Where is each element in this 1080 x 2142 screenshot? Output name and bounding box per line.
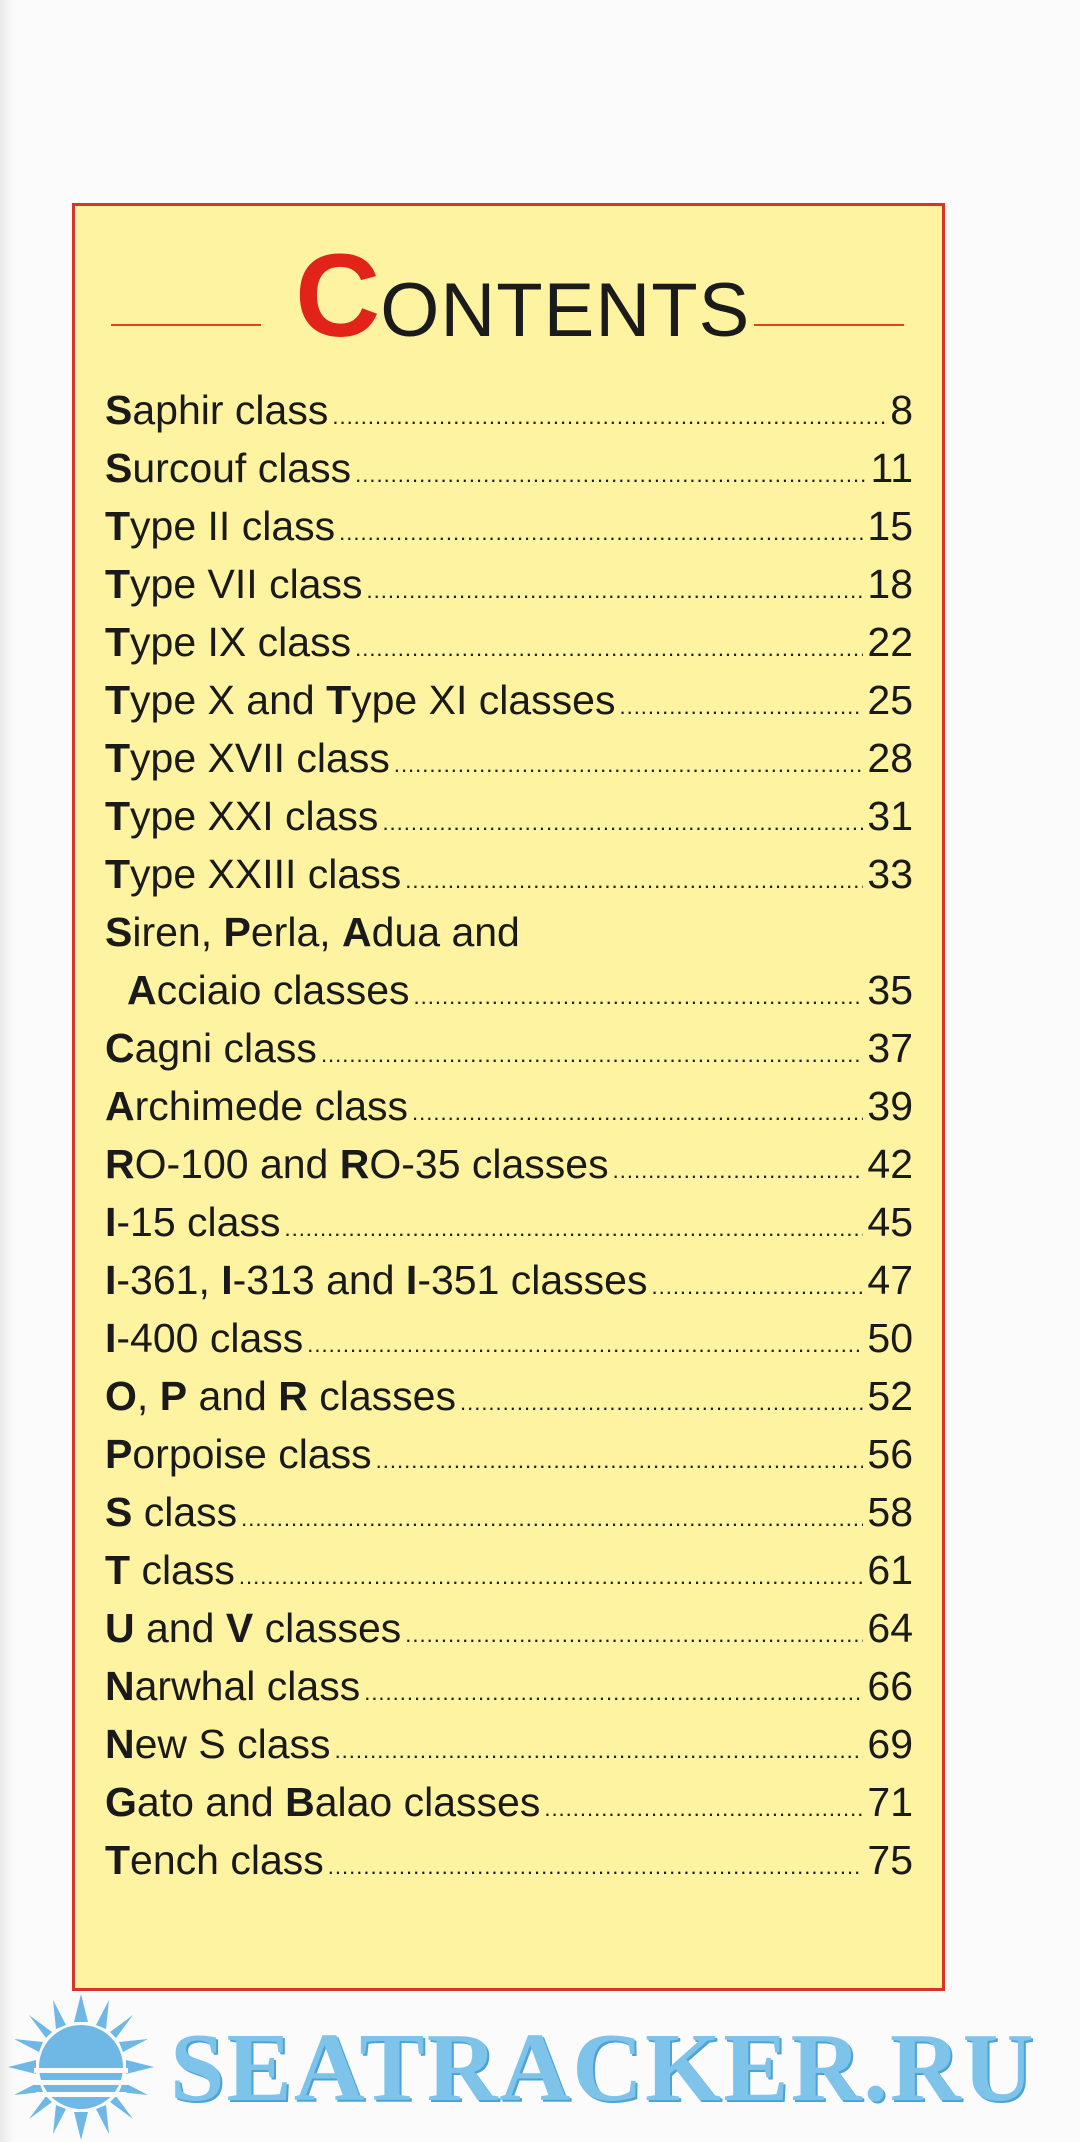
toc-entry-label: Porpoise class (105, 1431, 372, 1477)
toc-entry-label: Type XVII class (105, 735, 390, 781)
toc-entry-label: Type VII class (105, 561, 363, 607)
dot-leader (307, 1316, 863, 1374)
toc-entry-label: Type XXIII class (105, 851, 402, 897)
dot-leader (364, 1664, 863, 1722)
toc-entry-porpoise[interactable] (105, 1425, 913, 1483)
toc-entry-label: Tench class (105, 1837, 324, 1883)
dot-leader (332, 388, 886, 446)
dot-leader (239, 1548, 864, 1606)
toc-page-number: 69 (867, 1721, 913, 1767)
toc-page-number: 22 (867, 619, 913, 665)
page-edge-shade (0, 0, 14, 2142)
toc-entry-cagni[interactable] (105, 1019, 913, 1077)
watermark (0, 1990, 1080, 2142)
toc-entry-saphir[interactable] (105, 381, 913, 439)
dot-leader (651, 1258, 863, 1316)
toc-entry-label: O, P and R classes (105, 1373, 456, 1419)
contents-header (75, 230, 942, 362)
title-rule-right (754, 324, 904, 326)
dot-leader (412, 1084, 863, 1142)
toc-entry-label: Gato and Balao classes (105, 1779, 541, 1825)
toc-page-number: 37 (867, 1025, 913, 1071)
toc-page-number: 25 (867, 677, 913, 723)
dot-leader (414, 968, 864, 1026)
toc-entry-type-xxi[interactable] (105, 787, 913, 845)
toc-page-number: 66 (867, 1663, 913, 1709)
toc-entry-s-class[interactable] (105, 1483, 913, 1541)
toc-entry-label: S class (105, 1489, 238, 1535)
toc-entry-label: I-361, I-313 and I-351 classes (105, 1257, 648, 1303)
title-initial: C (295, 230, 381, 362)
toc-entry-label: RO-100 and RO-35 classes (105, 1141, 609, 1187)
toc-page-number: 42 (867, 1141, 913, 1187)
toc-entry-label: I-400 class (105, 1315, 304, 1361)
toc-entry-label: Type X and Type XI classes (105, 677, 616, 723)
toc-entry-siren-perla-adua-acciaio[interactable] (105, 903, 913, 1019)
toc-entry-label: Type II class (105, 503, 336, 549)
dot-leader (460, 1374, 863, 1432)
toc-page-number: 39 (867, 1083, 913, 1129)
dot-leader (619, 678, 863, 736)
dot-leader (394, 736, 864, 794)
toc-page-number: 18 (867, 561, 913, 607)
watermark-text: SEATRACKER.RU (170, 2014, 1036, 2122)
toc-entry-ro-100-ro-35[interactable] (105, 1135, 913, 1193)
toc-page-number: 52 (867, 1373, 913, 1419)
toc-entry-type-xxiii[interactable] (105, 845, 913, 903)
toc-entry-type-xvii[interactable] (105, 729, 913, 787)
toc-entry-label: Type XXI class (105, 793, 379, 839)
page-title (295, 230, 751, 362)
toc-entry-u-v[interactable] (105, 1599, 913, 1657)
toc-entry-type-ii[interactable] (105, 497, 913, 555)
toc-entry-label: New S class (105, 1721, 331, 1767)
toc-page-number: 33 (867, 851, 913, 897)
dot-leader (405, 852, 863, 910)
toc-entry-type-vii[interactable] (105, 555, 913, 613)
toc-page-number: 28 (867, 735, 913, 781)
dot-leader (366, 562, 863, 620)
dot-leader (335, 1722, 864, 1780)
toc-entry-label-line1: Siren, Perla, Adua and (105, 909, 520, 955)
toc-entry-label: T class (105, 1547, 235, 1593)
toc-page-number: 58 (867, 1489, 913, 1535)
toc-entry-label: Surcouf class (105, 445, 352, 491)
toc-entry-t-class[interactable] (105, 1541, 913, 1599)
toc-page-number: 8 (890, 387, 913, 433)
toc-entry-label: Type IX class (105, 619, 352, 665)
toc-entry-type-x-xi[interactable] (105, 671, 913, 729)
dot-leader (339, 504, 863, 562)
dot-leader (613, 1142, 864, 1200)
toc-entry-label: Cagni class (105, 1025, 317, 1071)
toc-page-number: 35 (867, 967, 913, 1013)
toc-entry-label: I-15 class (105, 1199, 281, 1245)
dot-leader (241, 1490, 863, 1548)
toc-page-number: 61 (867, 1547, 913, 1593)
toc-page-number: 47 (867, 1257, 913, 1303)
toc-entry-label: Saphir class (105, 387, 329, 433)
dot-leader (355, 446, 866, 504)
dot-leader (328, 1838, 864, 1896)
toc-entry-archimede[interactable] (105, 1077, 913, 1135)
toc-page-number: 71 (867, 1779, 913, 1825)
toc-entry-label-line2 (105, 961, 913, 1019)
toc-entry-label: Archimede class (105, 1083, 409, 1129)
toc-page-number: 31 (867, 793, 913, 839)
contents-list (105, 381, 913, 1889)
toc-entry-label: Narwhal class (105, 1663, 361, 1709)
toc-page-number: 45 (867, 1199, 913, 1245)
toc-entry-new-s[interactable] (105, 1715, 913, 1773)
contents-panel (72, 203, 945, 1991)
title-rest: ONTENTS (380, 268, 751, 353)
toc-entry-surcouf[interactable] (105, 439, 913, 497)
toc-entry-o-p-r[interactable] (105, 1367, 913, 1425)
dot-leader (321, 1026, 863, 1084)
dot-leader (405, 1606, 863, 1664)
toc-entry-tench[interactable] (105, 1831, 913, 1889)
title-rule-left (111, 324, 261, 326)
toc-page-number: 11 (870, 445, 913, 491)
dot-leader (284, 1200, 863, 1258)
toc-entry-i-400[interactable] (105, 1309, 913, 1367)
sun-icon (6, 1992, 156, 2142)
dot-leader (355, 620, 863, 678)
toc-entry-narwhal[interactable] (105, 1657, 913, 1715)
toc-page-number: 64 (867, 1605, 913, 1651)
toc-entry-gato-balao[interactable] (105, 1773, 913, 1831)
dot-leader (382, 794, 863, 852)
dot-leader (376, 1432, 864, 1490)
toc-entry-label: Acciaio classes (127, 967, 410, 1013)
toc-entry-i-15[interactable] (105, 1193, 913, 1251)
toc-page-number: 15 (867, 503, 913, 549)
toc-entry-label: U and V classes (105, 1605, 402, 1651)
toc-page-number: 75 (867, 1837, 913, 1883)
toc-page-number: 56 (867, 1431, 913, 1477)
toc-entry-type-ix[interactable] (105, 613, 913, 671)
toc-entry-i-361-i-313-i-351[interactable] (105, 1251, 913, 1309)
dot-leader (544, 1780, 863, 1838)
toc-page-number: 50 (867, 1315, 913, 1361)
